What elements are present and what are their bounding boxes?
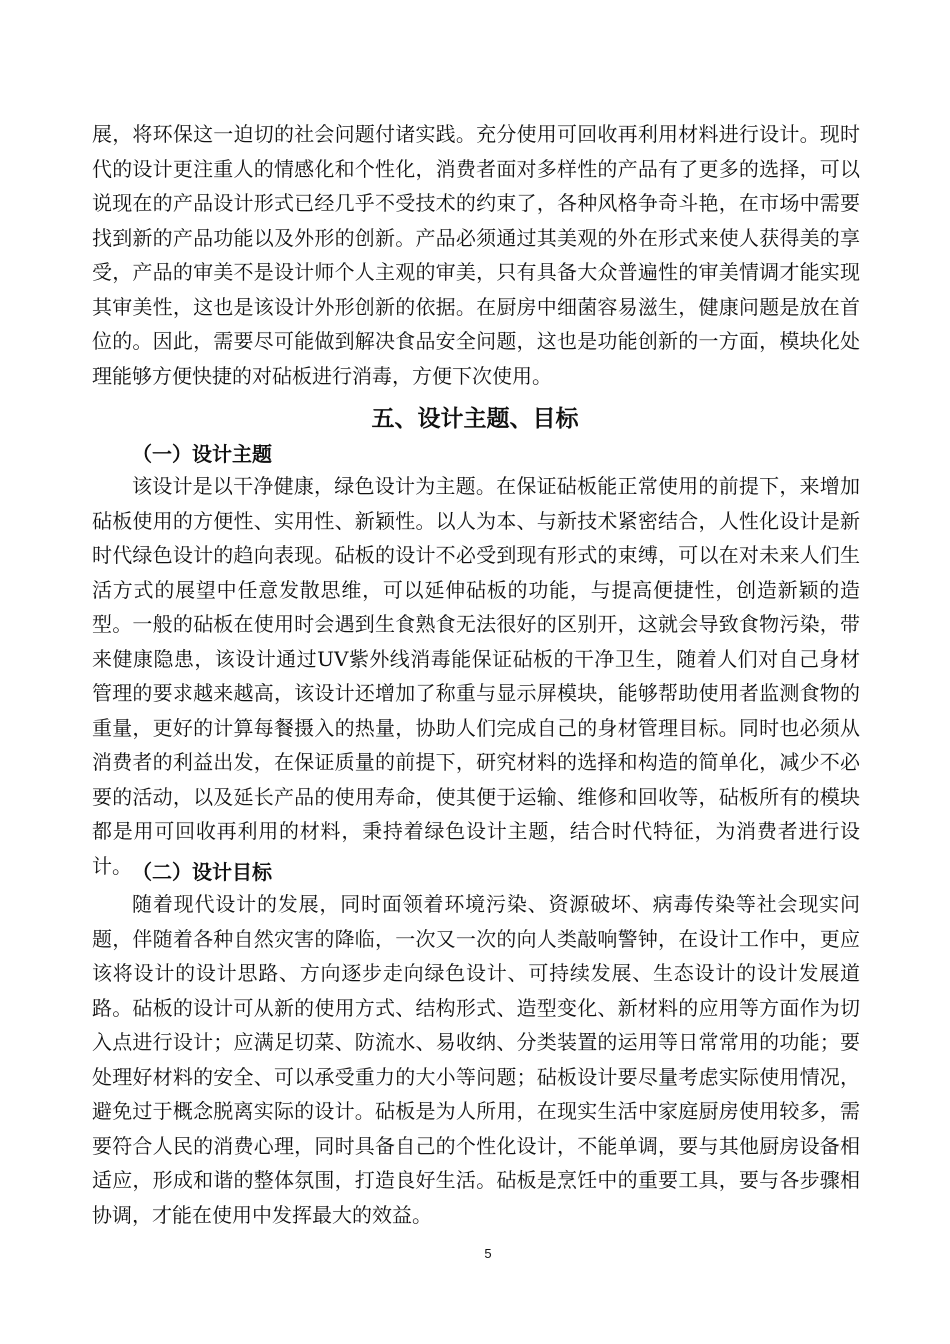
subsection-heading-theme: （一）设计主题 — [132, 442, 272, 466]
theme-paragraph: 该设计是以干净健康，绿色设计为主题。在保证砧板能正常使用的前提下，来增加砧板使用的方便性、实用性、新颖性。以人为本、与新技术紧密结合，人性化设计是新时代绿色设计的趋向表现。砧板的设计不必受到现有形式的束缚，可以在对未来人们生活方式的展望中任意发散思维，可以延伸砧板的功能，与提高便捷性，创造新颖的造型。一般的砧板在使用时会遇到生食熟食无法很好的区别开，这就会导致食物污染，带来健康隐患，该设计通过UV紫外线消毒能保证砧板的干净卫生，随着人们对自己身材管理的要求越来越高，该设计还增加了称重与显示屏模块，能够帮助使用者监测食物的重量，更好的计算每餐摄入的热量，协助人们完成自己的身材管理目标。同时也必须从消费者的利益出发，在保证质量的前提下，研究材料的选择和构造的简单化，减少不必要的活动，以及延长产品的使用寿命，使其便于运输、维修和回收等，砧板所有的模块都是用可回收再利用的材料，秉持着绿色设计主题，结合时代特征，为消费者进行设计。 — [92, 474, 860, 878]
page-number: 5 — [484, 1246, 492, 1261]
intro-paragraph: 展，将环保这一迫切的社会问题付诸实践。充分使用可回收再利用材料进行设计。现时代的设计更注重人的情感化和个性化，消费者面对多样性的产品有了更多的选择，可以说现在的产品设计形式已经几乎不受技术的约束了，各种风格争奇斗艳，在市场中需要找到新的产品功能以及外形的创新。产品必须通过其美观的外在形式来使人获得美的享受，产品的审美不是设计师个人主观的审美，只有具备大众普遍性的审美情调才能实现其审美性，这也是该设计外形创新的依据。在厨房中细菌容易滋生，健康问题是放在首位的。因此，需要尽可能做到解决食品安全问题，这也是功能创新的一方面，模块化处理能够方便快捷的对砧板进行消毒，方便下次使用。 — [92, 122, 860, 388]
section-title: 五、设计主题、目标 — [371, 406, 579, 432]
goal-paragraph: 随着现代设计的发展，同时面领着环境污染、资源破坏、病毒传染等社会现实问题，伴随着各种自然灾害的降临，一次又一次的向人类敲响警钟，在设计工作中，更应该将设计的设计思路、方向逐步走向绿色设计、可持续发展、生态设计的设计发展道路。砧板的设计可从新的使用方式、结构形式、造型变化、新材料的应用等方面作为切入点进行设计；应满足切菜、防流水、易收纳、分类装置的运用等日常常用的功能；要处理好材料的安全、可以承受重力的大小等问题；砧板设计要尽量考虑实际使用情况，避免过于概念脱离实际的设计。砧板是为人所用，在现实生活中家庭厨房使用较多，需要符合人民的消费心理，同时具备自己的个性化设计，不能单调，要与其他厨房设备相适应，形成和谐的整体氛围，打造良好生活。砧板是烹饪中的重要工具，要与各步骤相协调，才能在使用中发挥最大的效益。 — [92, 892, 860, 1227]
subsection-heading-goal: （二）设计目标 — [132, 860, 272, 884]
